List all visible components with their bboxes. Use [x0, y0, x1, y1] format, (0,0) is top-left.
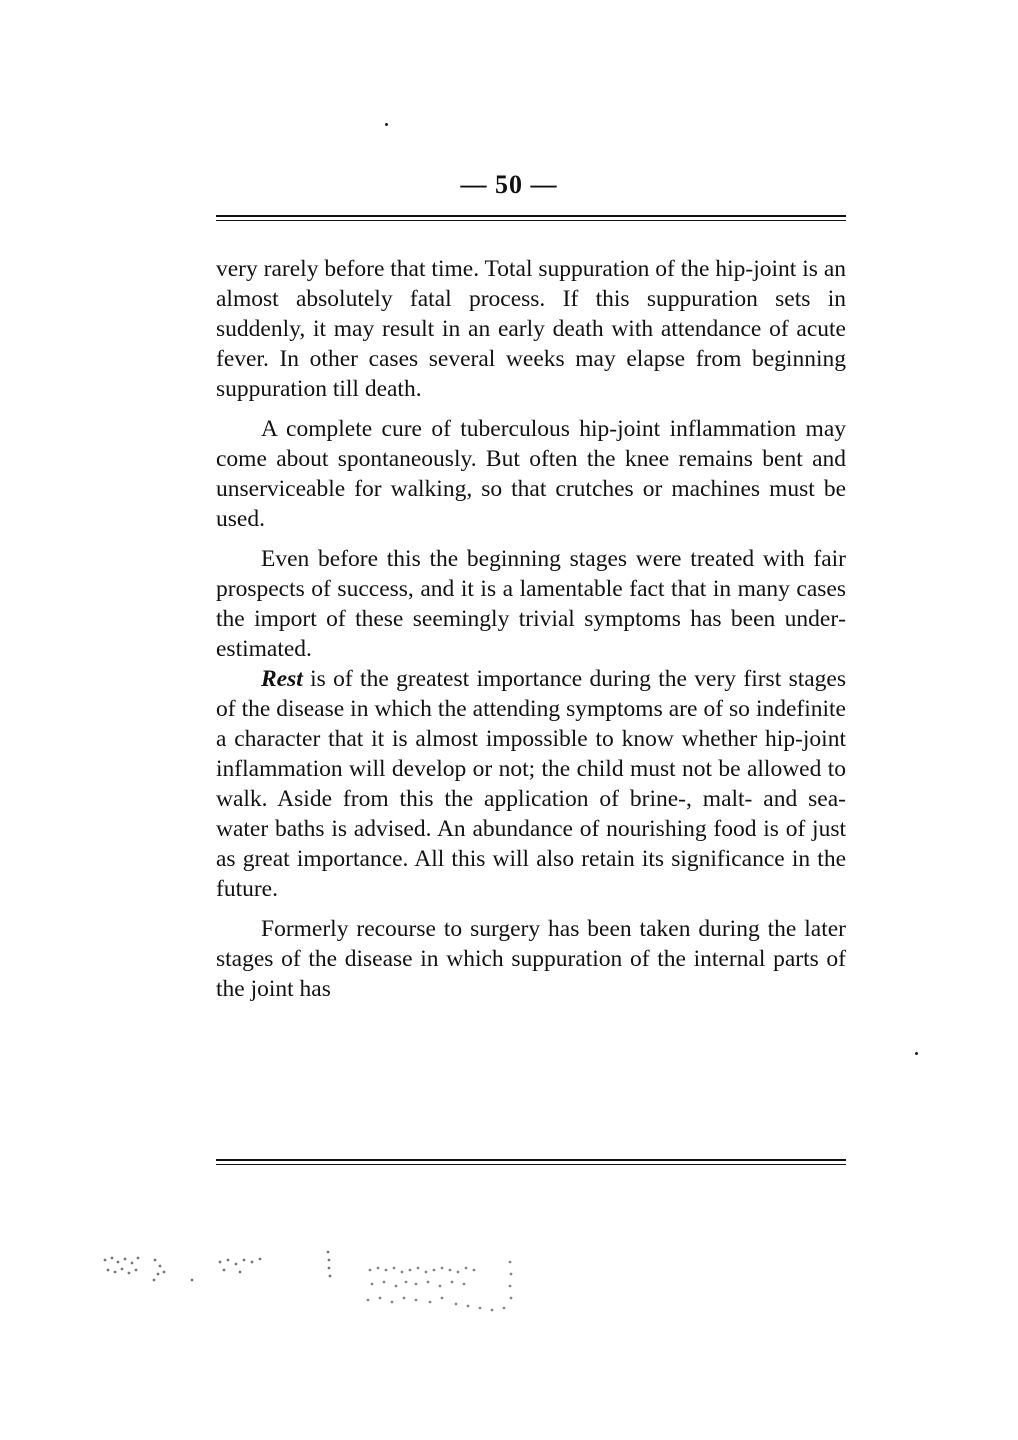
- header-rule: [216, 215, 846, 221]
- speck-mark: [385, 123, 388, 126]
- footer-rule: [216, 1159, 846, 1165]
- paragraph-5: Formerly recourse to surgery has been taken during the later stages of the disease in which suppuration of the internal parts of the joint has: [216, 916, 846, 1002]
- page-number: — 50 —: [460, 170, 558, 199]
- body-text: [216, 254, 846, 1014]
- paragraph-3: Even before this the beginning stages were treated with fair prospects of success, and it is a lamentable fact that in many cases the import of these seemingly trivial symptoms has been underestimated.: [216, 546, 846, 662]
- paragraph-4-text: is of the greatest importance during the very first stages of the disease in which the attending symptoms are of so indefinite a character that it is almost impossible to know whether hip-joint inflammation will develop or not; the child must not be allowed to walk. Aside from this the application of brine-, malt- and sea-water baths is advised. An abundance of nourishing food is of just as great importance. All this will also retain its significance in the future.: [216, 666, 846, 902]
- paragraph-1: very rarely before that time. Total suppuration of the hip-joint is an almost absolutely fatal process. If this suppuration sets in suddenly, it may result in an early death with attendance of acute fever. In other cases several weeks may elapse from beginning suppuration till death.: [216, 256, 846, 402]
- emphasis-rest: Rest: [261, 666, 303, 692]
- paragraph-2: A complete cure of tuberculous hip-joint inflammation may come about spontaneously. But often the knee remains bent and unserviceable for walking, so that crutches or machines must be used.: [216, 416, 846, 532]
- perforated-stamp-graphic: [100, 1250, 520, 1320]
- speck-mark: [915, 1052, 918, 1055]
- perforated-stamp: [100, 1250, 520, 1320]
- paragraph-4: [216, 664, 846, 904]
